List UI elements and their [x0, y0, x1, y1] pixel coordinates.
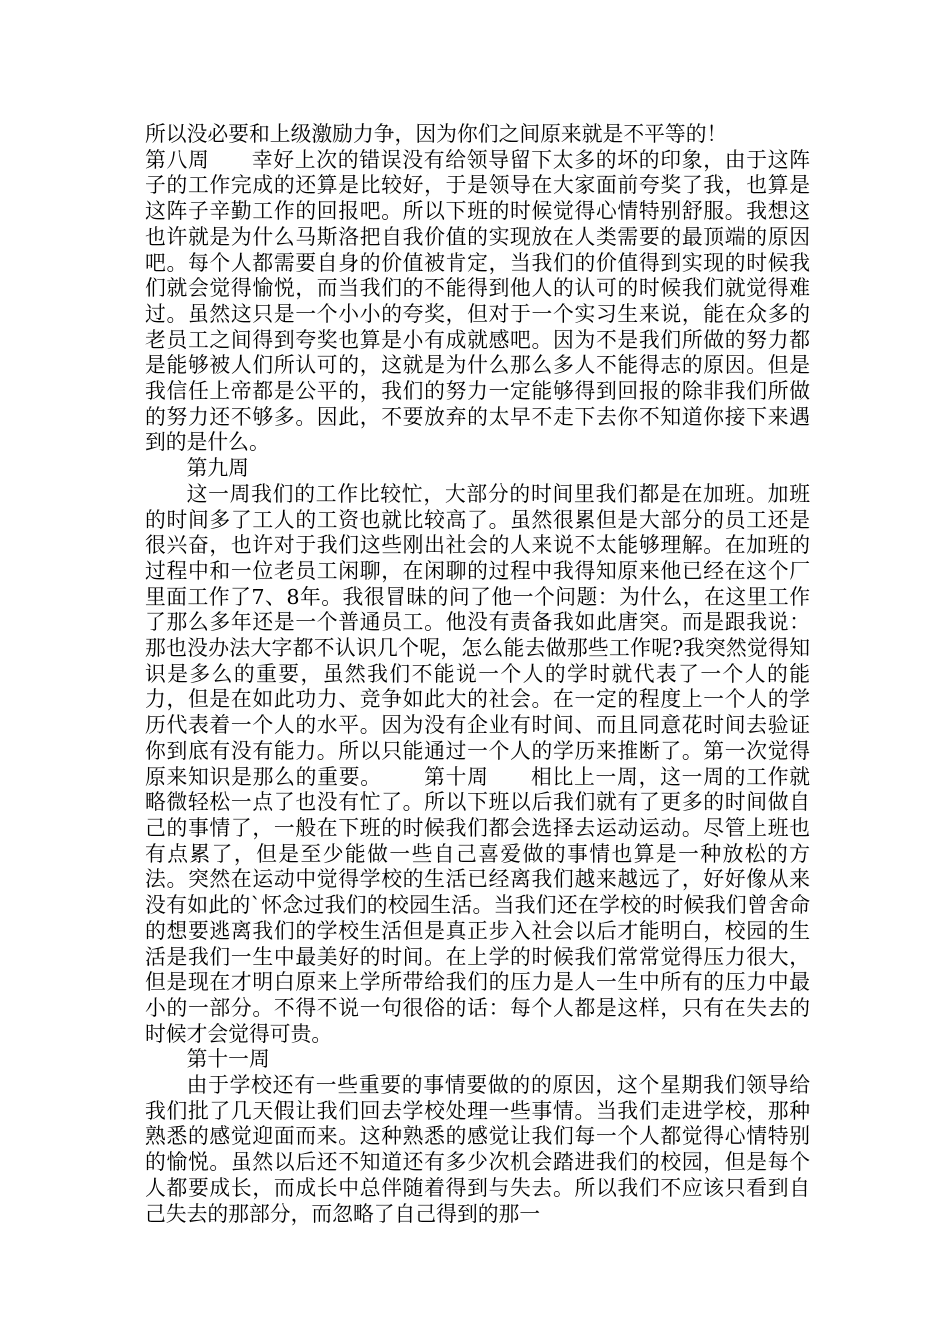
week-9-heading: 第九周 [186, 456, 249, 481]
week-11-heading: 第十一周 [186, 1047, 270, 1072]
document-body [145, 122, 810, 1227]
week-8-heading: 第八周 [145, 147, 210, 172]
paragraph-week-8 [145, 148, 810, 456]
paragraph-week-9 [145, 482, 810, 1047]
paragraph-intro-text: 所以没必要和上级激励力争，因为你们之间原来就是不平等的！ [145, 122, 728, 146]
week-9-text: 这一周我们的工作比较忙，大部分的时间里我们都是在加班。加班的时间多了工人的工资也就比较高了。虽然很累但是大部分的员工还是很兴奋，也许对于我们这些刚出社会的人来说不太能够理解。在加班的过程中和一位老员工闲聊，在闲聊的过程中我得知原来他已经在这个厂里面工作了7、8年。我很冒昧的问了他一个问题：为什么，在这里工作了那么多年还是一个普通员工。他没有责备我如此唐突。而是跟我说：那也没办法大字都不认识几个呢，怎么能去做那些工作呢?我突然觉得知识是多么的重要，虽然我们不能说一个人的学时就代表了一个人的能力，但是在如此功力、竞争如此大的社会。在一定的程度上一个人的学历代表着一个人的水平。因为没有企业有时间、而且同意花时间去验证你到底有没有能力。所以只能通过一个人的学历来推断了。第一次觉得原来知识是那么的重要。 [145, 481, 810, 789]
week-10-text: 相比上一周，这一周的工作就略微轻松一点了也没有忙了。所以下班以后我们就有了更多的时间做自己的事情了，一般在下班的时候我们都会选择去运动运动。尽管上班也有点累了，但是至少能做一些自己喜爱做的事情也算是一种放松的方法。突然在运动中觉得学校的生活已经离我们越来越远了，好好像从来没有如此的`怀念过我们的校园生活。当我们还在学校的时候我们曾舍命的想要逃离我们的学校生活但是真正步入社会以后才能明白，校园的生活是我们一生中最美好的时间。在上学的时候我们常常觉得压力很大，但是现在才明白原来上学所带给我们的压力是人一生中所有的压力中最小的一部分。不得不说一句很俗的话：每个人都是这样，只有在失去的时候才会觉得可贵。 [145, 764, 811, 1046]
week-10-heading: 第十周 [423, 764, 489, 789]
paragraph-week-11: 由于学校还有一些重要的事情要做的的原因，这个星期我们领导给我们批了几天假让我们回去学校处理一些事情。当我们走进学校，那种熟悉的感觉迎面而来。这种熟悉的感觉让我们每一个人都觉得心情特别的愉悦。虽然以后还不知道还有多少次机会踏进我们的校园，但是每个人都要成长，而成长中总伴随着得到与失去。所以我们不应该只看到自己失去的那部分，而忽略了自己得到的那一 [145, 1073, 810, 1226]
paragraph-intro [145, 122, 810, 148]
week-8-text: 幸好上次的错误没有给领导留下太多的坏的印象，由于这阵子的工作完成的还算是比较好，于是领导在大家面前夸奖了我，也算是这阵子辛勤工作的回报吧。所以下班的时候觉得心情特别舒服。我想这也许就是为什么马斯洛把自我价值的实现放在人类需要的最顶端的原因吧。每个人都需要自身的价值被肯定，当我们的价值得到实现的时候我们就会觉得愉悦，而当我们的不能得到他人的认可的时候我们就觉得难过。虽然这只是一个小小的夸奖，但对于一个实习生来说，能在众多的老员工之间得到夸奖也算是小有成就感吧。因为不是我们所做的努力都是能够被人们所认可的，这就是为什么那么多人不能得志的原因。但是我信任上帝都是公平的，我们的努力一定能够得到回报的除非我们所做的努力还不够多。因此，不要放弃的太早不走下去你不知道你接下来遇到的是什么。 [145, 147, 811, 455]
